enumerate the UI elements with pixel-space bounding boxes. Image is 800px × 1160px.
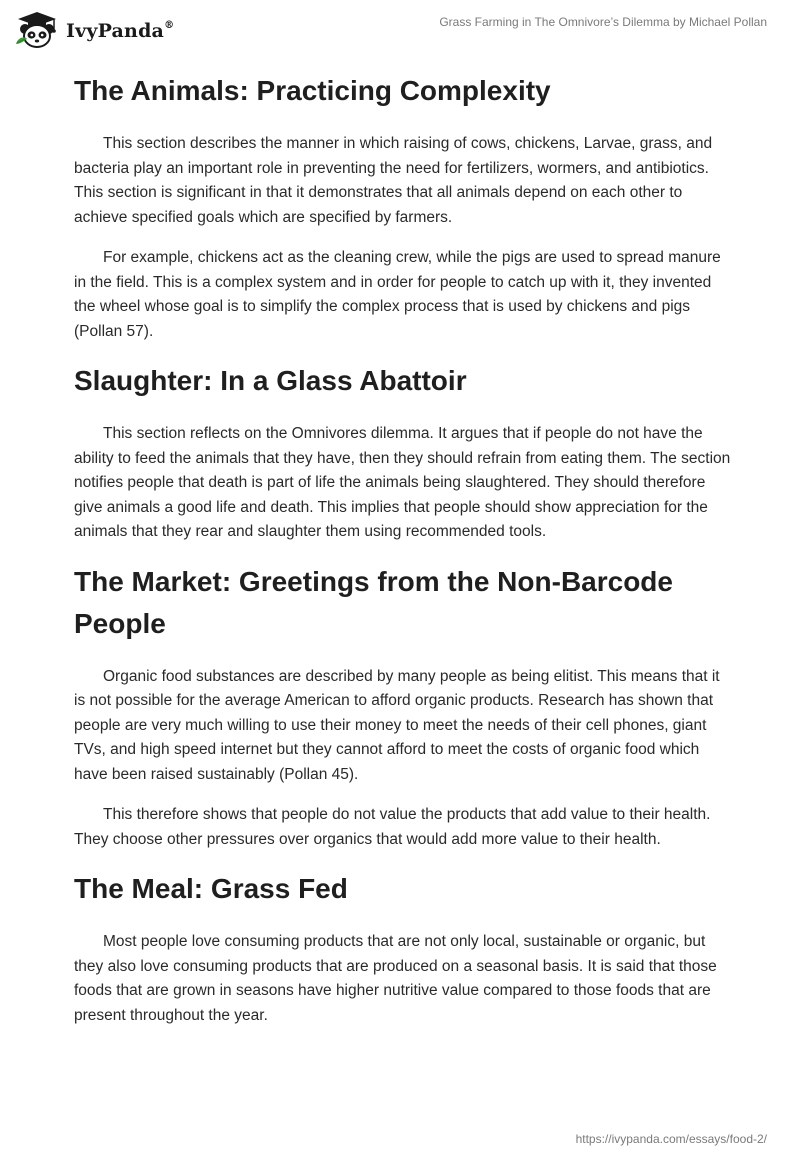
paragraph: This therefore shows that people do not value the products that add value to their health. They choose other pressures over organics that would add more value to their health.: [74, 806, 711, 848]
panda-graduation-cap-icon: [14, 10, 60, 50]
essay-content: [74, 70, 734, 1028]
brand-name: IvyPanda®: [66, 19, 175, 42]
section-heading: The Animals: Practicing Complexity: [74, 75, 551, 106]
section-heading: The Market: Greetings from the Non-Barcode People: [74, 565, 673, 639]
ivypanda-logo[interactable]: [14, 10, 174, 50]
section-heading: The Meal: Grass Fed: [74, 873, 348, 904]
section-heading: Slaughter: In a Glass Abattoir: [74, 365, 467, 396]
document-title: Grass Farming in The Omnivore’s Dilemma by Michael Pollan: [439, 15, 767, 29]
paragraph: This section reflects on the Omnivores dilemma. It argues that if people do not have the ability to feed the animals that they have, then they should refrain from eating them. The section notifies people that death is part of life the animals being slaughtered. They should therefore give animals a good life and death. This implies that people should show appreciation for the animals that they rear and slaughter them using recommended tools.: [74, 425, 731, 540]
paragraph: Organic food substances are described by many people as being elitist. This means that it is not possible for the average American to afford organic products. Research has shown that people are very much willing to use their money to meet the needs of their cell phones, giant TVs, and high speed internet but they cannot afford to meet the costs of organic food which have been raised sustainably (Pollan 45).: [74, 667, 720, 783]
source-url[interactable]: https://ivypanda.com/essays/food-2/: [575, 1132, 767, 1146]
paragraph: For example, chickens act as the cleaning crew, while the pigs are used to spread manure in the field. This is a complex system and in order for people to catch up with it, they invented the wheel whose goal is to simplify the complex process that is used by chickens and pigs (Pollan 57).: [74, 249, 721, 340]
paragraph: This section describes the manner in which raising of cows, chickens, Larvae, grass, and bacteria play an important role in preventing the need for fertilizers, wormers, and antibiotics. This section is significant in that it demonstrates that all animals depend on each other to achieve specified goals which are specified by farmers.: [74, 135, 713, 226]
page-header: [0, 0, 800, 60]
paragraph: Most people love consuming products that are not only local, sustainable or organic, but they also love consuming products that are produced on a seasonal basis. It is said that those foods that are grown in seasons have higher nutritive value compared to those foods that are present throughout the year.: [74, 933, 717, 1024]
